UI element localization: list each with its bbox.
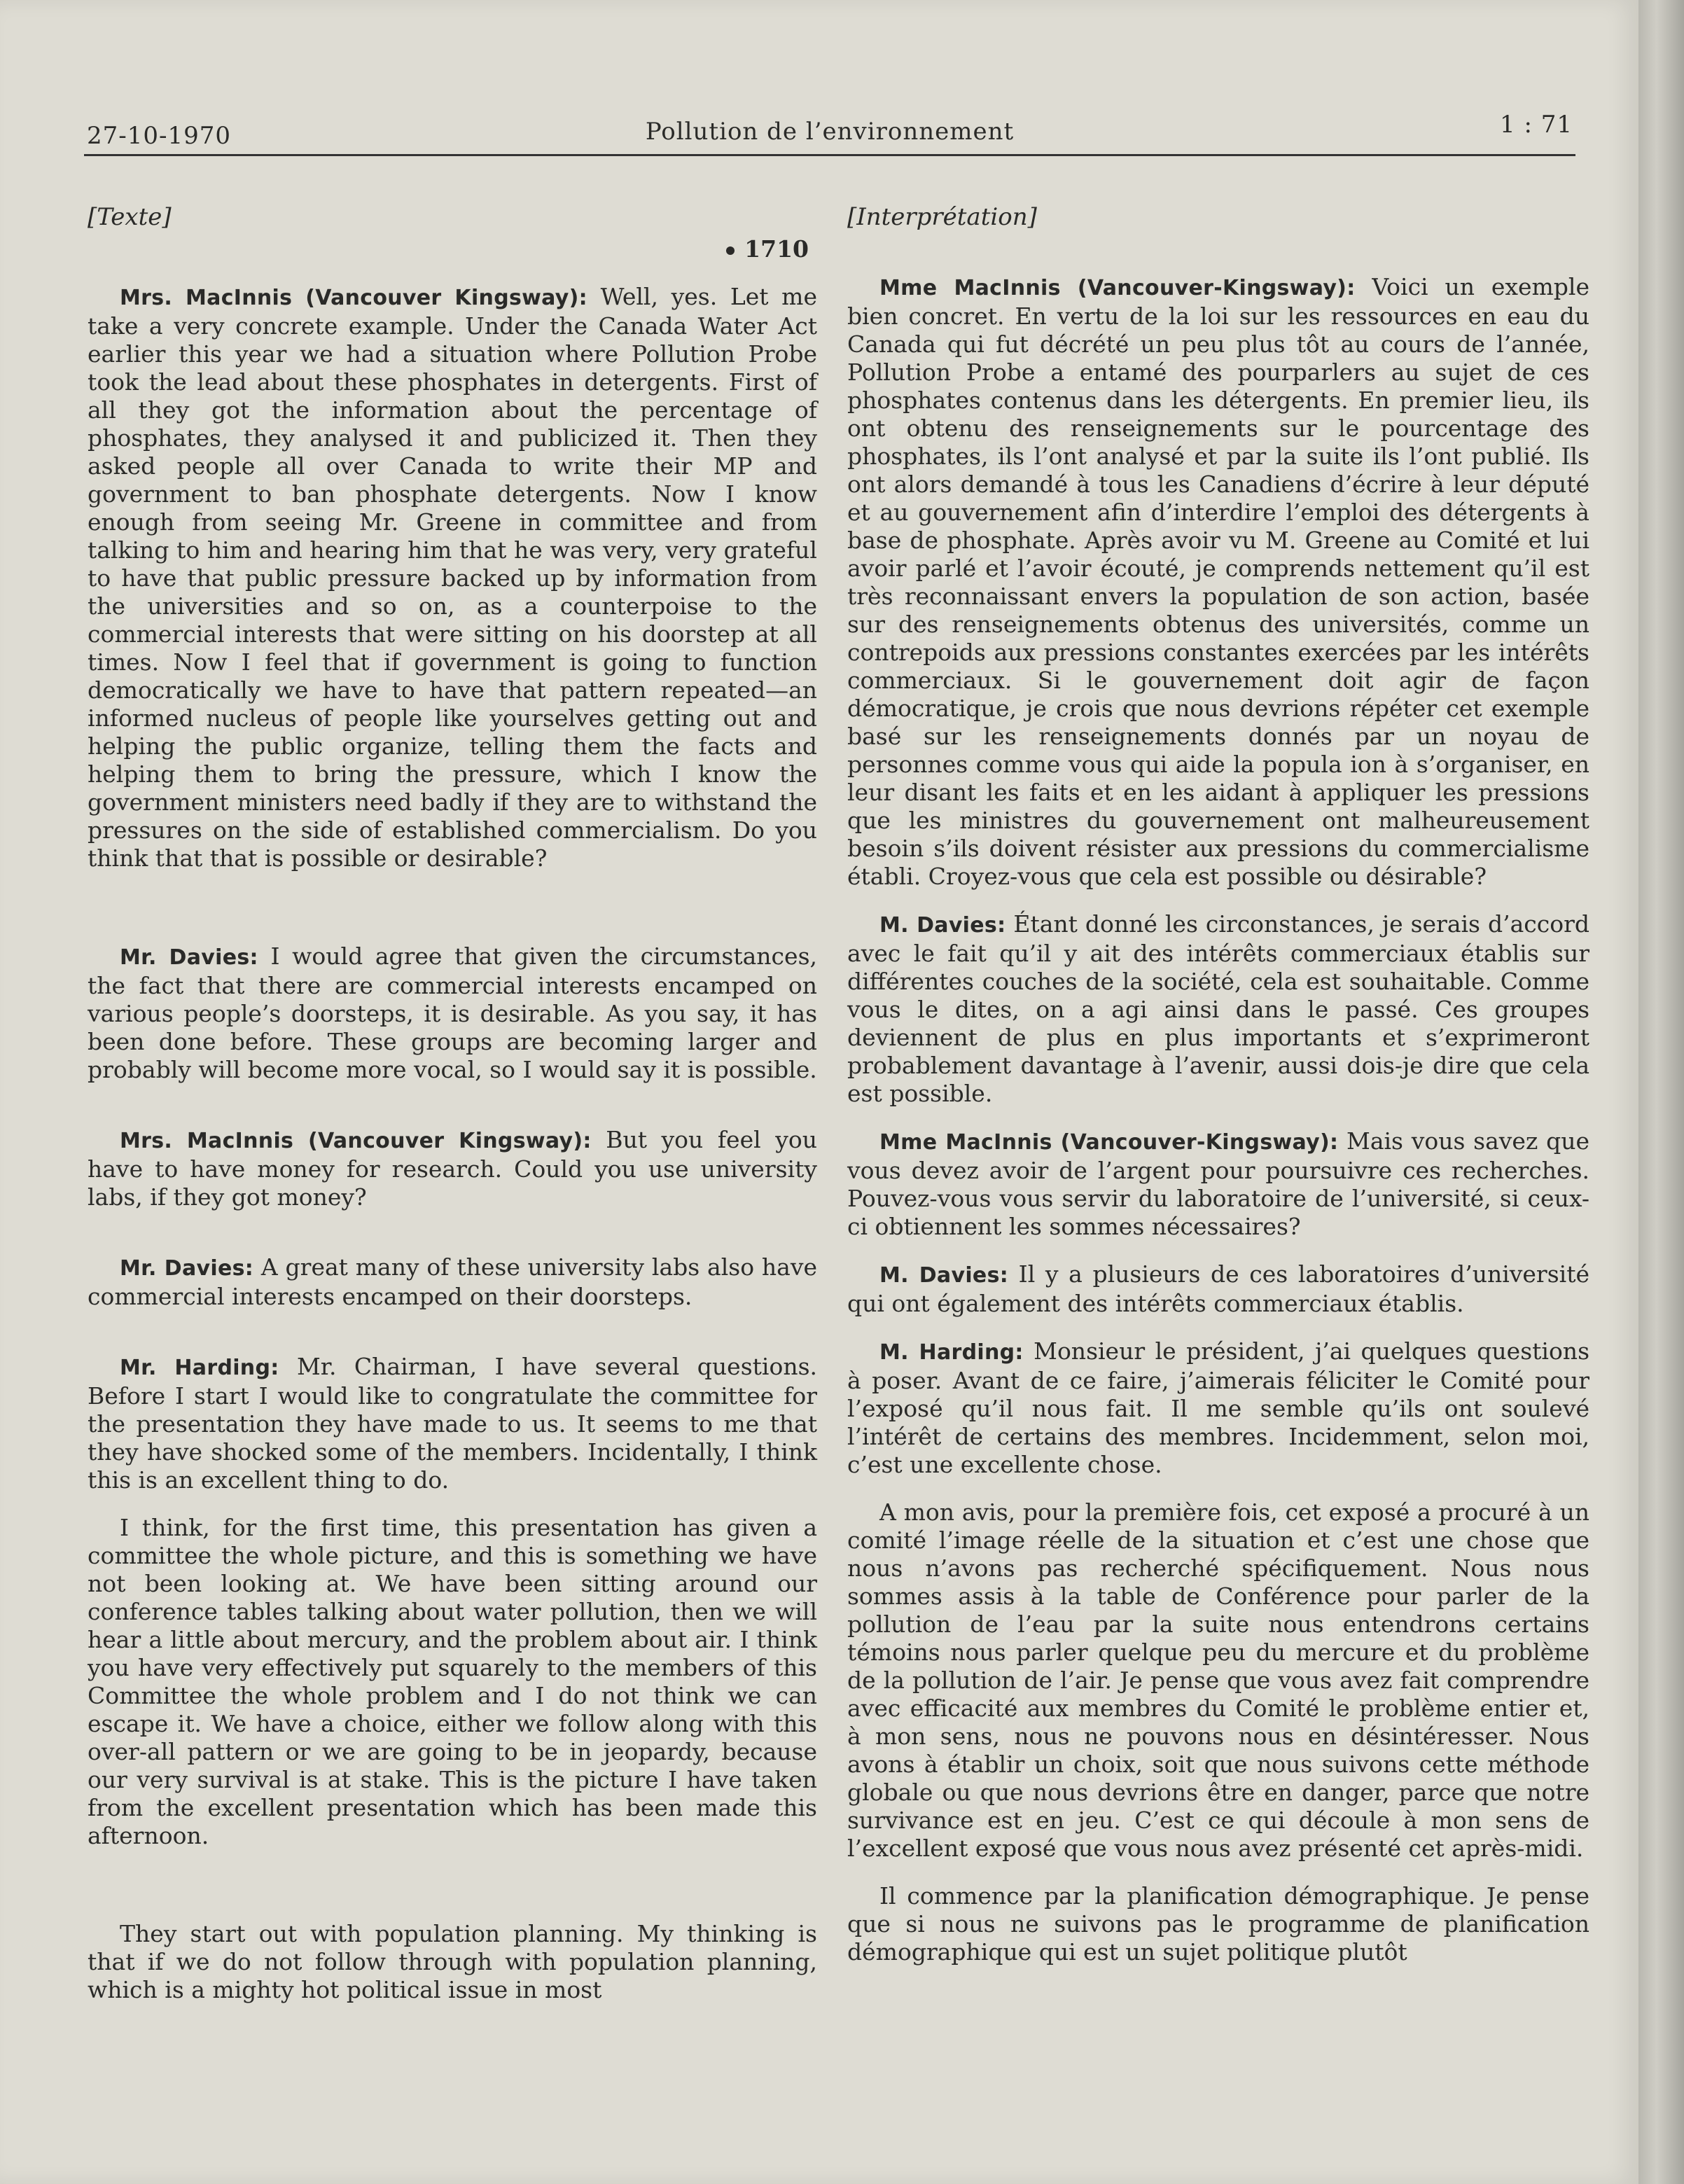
speaker-name: Mr. Davies: bbox=[120, 945, 258, 970]
paragraph-text: Voici un exemple bien concret. En vertu de la loi sur les ressources en eau du Canada qui fut décrété un peu plus tôt au cours de l’année, Pollution Probe a entamé des pourparlers au sujet de ces phosphates contenus dans les détergents. En premier lieu, ils ont obtenu des renseignements sur le pourcentage des phosphates, ils l’ont analysé et par la suite ils l’ont publié. Ils ont alors demandé à tous les Canadiens d’écrire à leur député et au gouvernement afin d’interdire l’emploi des détergents à base de phosphate. Après avoir vu M. Greene au Comité et lui avoir parlé et l’avoir écouté, je comprends nettement qu’il est très reconnaissant envers la population de son action, basée sur des renseignements obtenus des universités, comme un contrepoids aux pressions constantes exercées par les intérêts commerciaux. Si le gouvernement doit agir de façon démocratique, je crois que nous devrions répéter cet exemple basé sur les renseignements donnés par un noyau de personnes comme vous qui aide la popula ion à s’organiser, en leur disant les faits et en les aidant à appliquer les pressions que les ministres du gouvernement ont malheureusement besoin s’ils doivent résister aux pressions du commercialisme établi. Croyez-vous que cela est possible ou désirable? bbox=[847, 273, 1590, 890]
paragraph-text: They start out with population planning. My thinking is that if we do not follow through with population planning, which is a mighty hot political issue in most bbox=[88, 1920, 817, 2003]
paragraph bbox=[847, 910, 1589, 1108]
paragraph bbox=[88, 1514, 817, 1850]
paragraph bbox=[847, 1127, 1589, 1241]
paragraph bbox=[847, 1260, 1589, 1318]
paragraph-text: Well, yes. Let me take a very concrete example. Under the Canada Water Act earlier this year we had a situation where Pollution Probe took the lead about these phosphates in detergents. First of all they got the information about the percentage of phosphates, they analysed it and publicized it. Then they asked people all over Canada to write their MP and government to ban phosphate detergents. Now I know enough from seeing Mr. Greene in committee and from talking to him and hearing him that he was very, very grateful to have that public pressure backed up by information from the universities and so on, as a counterpoise to the commercial interests that were sitting on his doorstep at all times. Now I feel that if government is going to function democratically we have to have that pattern repeated—an informed nucleus of people like yourselves getting out and helping the public organize, telling them the facts and helping them to bring the pressure, which I know the government ministers need badly if they are to withstand the pressures on the side of established commercialism. Do you think that that is possible or desirable? bbox=[88, 283, 817, 872]
speaker-name: Mrs. MacInnis (Vancouver Kingsway): bbox=[120, 1129, 592, 1153]
header-date: 27-10-1970 bbox=[87, 122, 232, 150]
column-label-interpretation: [Interprétation] bbox=[847, 203, 1037, 231]
paragraph-text: Il y a plusieurs de ces laboratoires d’université qui ont également des intérêts commerciaux établis. bbox=[847, 1260, 1589, 1317]
french-column bbox=[847, 203, 1589, 2150]
speaker-name: M. Davies: bbox=[879, 913, 1006, 938]
paragraph bbox=[88, 283, 817, 872]
paragraph bbox=[847, 273, 1589, 891]
paragraph bbox=[88, 1920, 817, 2004]
paragraph bbox=[88, 1126, 817, 1211]
paragraph bbox=[847, 1337, 1589, 1479]
paragraph-text: Mais vous savez que vous devez avoir de l’argent pour poursuivre ces recherches. Pouvez-vous vous servir du laboratoire de l’université, si ceux-ci obtiennent les sommes nécessaires? bbox=[847, 1127, 1589, 1240]
paragraph-text: Mr. Chairman, I have several questions. Before I start I would like to congratulate the committee for the presentation they have made to us. It seems to me that they have shocked some of the members. Incidentally, I think this is an excellent thing to do. bbox=[88, 1353, 817, 1494]
paragraph-text: Il commence par la planification démographique. Je pense que si nous ne suivons pas le programme de planification démographique qui est un sujet politique plutôt bbox=[847, 1882, 1589, 1966]
speaker-name: Mme MacInnis (Vancouver-Kingsway): bbox=[879, 276, 1356, 300]
paragraph-text: Étant donné les circonstances, je serais d’accord avec le fait qu’il y ait des intérêts commerciaux établis sur différentes couches de la société, cela est souhaitable. Comme vous le dites, on a agi ainsi dans le passé. Ces groupes deviennent de plus en plus importants et s’exprimeront probablement davantage à l’avenir, aussi dois-je dire que cela est possible. bbox=[847, 910, 1589, 1107]
speaker-name: M. Davies: bbox=[879, 1263, 1009, 1288]
paragraph-text: Monsieur le président, j’ai quelques questions à poser. Avant de ce faire, j’aimerais féliciter le Comité pour l’exposé qu’il nous fait. Il me semble qu’ils ont soulevé l’intérêt de certains des membres. Incidemment, selon moi, c’est une excellente chose. bbox=[847, 1337, 1589, 1478]
paragraph bbox=[847, 1498, 1589, 1863]
paragraph bbox=[88, 1253, 817, 1311]
page-edge bbox=[1638, 0, 1684, 2184]
speaker-name: Mr. Davies: bbox=[120, 1256, 254, 1281]
paragraph-text: But you feel you have to have money for research. Could you use university labs, if they got money? bbox=[88, 1126, 817, 1211]
speaker-name: Mrs. MacInnis (Vancouver Kingsway): bbox=[120, 286, 587, 310]
time-marker-value: 1710 bbox=[744, 235, 809, 263]
paragraph-text: I think, for the first time, this presentation has given a committee the whole picture, and this is something we have not been looking at. We have been sitting around our conference tables talking about water pollution, then we will hear a little about mercury, and the problem about air. I think you have very effectively put squarely to the members of this Committee the whole problem and I do not think we can escape it. We have a choice, either we follow along with this over-all pattern or we are going to be in jeopardy, because our very survival is at stake. This is the picture I have taken from the excellent presentation which has been made this afternoon. bbox=[88, 1514, 817, 1849]
paragraph bbox=[88, 1353, 817, 1494]
english-column bbox=[88, 203, 817, 2150]
speaker-name: Mme MacInnis (Vancouver-Kingsway): bbox=[879, 1130, 1339, 1155]
header-title: Pollution de l’environnement bbox=[645, 118, 1015, 146]
bullet-icon bbox=[726, 246, 735, 255]
time-marker bbox=[88, 235, 809, 263]
paragraph-text: A mon avis, pour la première fois, cet exposé a procuré à un comité l’image réelle de la situation et c’est une chose que nous n’avons pas recherché spécifiquement. Nous nous sommes assis à la table de Conférence pour parler de la pollution de l’eau par la suite nous entendrons certains témoins nous parler quelque peu du mercure et du problème de la pollution de l’air. Je pense que vous avez fait comprendre avec efficacité aux membres du Comité le problème entier et, à mon sens, nous ne pouvons nous en désintéresser. Nous avons à établir un choix, soit que nous suivons cette méthode globale ou que nous devrions être en danger, parce que notre survivance est en jeu. C’est ce qui découle à mon sens de l’excellent exposé que vous nous avez présenté cet après-midi. bbox=[847, 1498, 1589, 1862]
paragraph-text: A great many of these university labs also have commercial interests encamped on their doorsteps. bbox=[88, 1253, 817, 1310]
column-label-texte: [Texte] bbox=[88, 203, 172, 231]
page-header bbox=[84, 98, 1575, 156]
speaker-name: M. Harding: bbox=[879, 1340, 1024, 1365]
paragraph-text: I would agree that given the circumstances, the fact that there are commercial interests encamped on various people’s doorsteps, it is desirable. As you say, it has been done before. These groups are becoming larger and probably will become more vocal, so I would say it is possible. bbox=[88, 943, 817, 1083]
paragraph bbox=[847, 1882, 1589, 1966]
header-page-number: 1 : 71 bbox=[1500, 111, 1573, 139]
paragraph bbox=[88, 943, 817, 1084]
speaker-name: Mr. Harding: bbox=[120, 1356, 279, 1380]
